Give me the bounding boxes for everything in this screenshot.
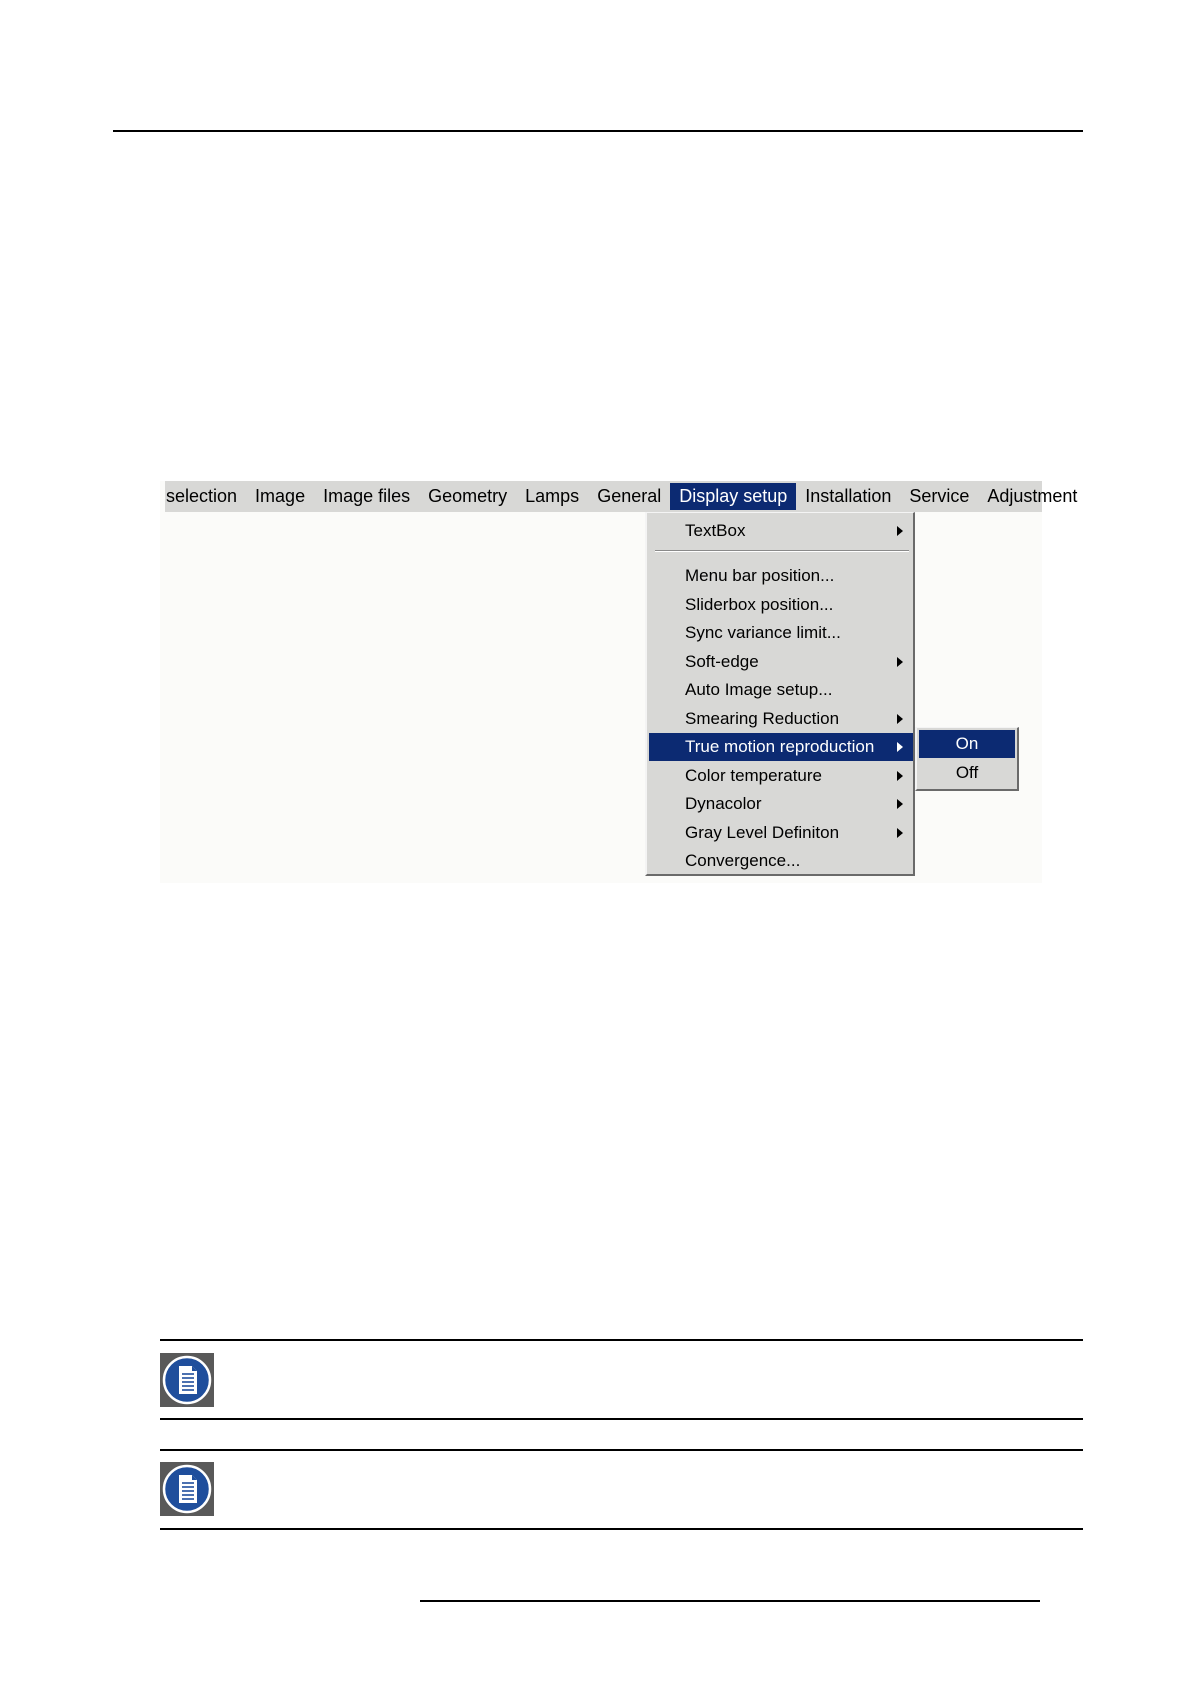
menu-adjustment[interactable]: Adjustment [987, 486, 1078, 506]
menu-item-label: Dynacolor [685, 794, 762, 813]
submenu-arrow-icon [897, 828, 903, 838]
menu-item-menu-bar-position[interactable] [649, 562, 913, 590]
menu-item-label: Menu bar position... [685, 566, 835, 585]
menu-image-files[interactable]: Image files [323, 486, 411, 506]
display-setup-dropdown [645, 512, 915, 876]
menu-screenshot [160, 481, 1078, 883]
submenu-arrow-icon [897, 526, 903, 536]
note-rule-top [160, 1449, 1083, 1451]
menu-separator [655, 550, 909, 552]
menu-item-smearing-reduction[interactable] [649, 705, 913, 733]
submenu-arrow-icon [897, 799, 903, 809]
menu-item-color-temperature[interactable] [649, 762, 913, 790]
menu-item-dynacolor[interactable] [649, 790, 913, 818]
menu-item-label: Gray Level Definiton [685, 823, 840, 842]
menu-item-label: TextBox [685, 521, 746, 540]
menu-service[interactable]: Service [909, 486, 970, 506]
menu-item-auto-image-setup[interactable] [649, 676, 913, 704]
menu-item-true-motion-reproduction[interactable] [649, 733, 913, 761]
note-document-icon [160, 1353, 214, 1407]
menu-item-soft-edge[interactable] [649, 648, 913, 676]
menu-bar [165, 481, 1078, 512]
note-rule-bottom [160, 1528, 1083, 1530]
menu-item-convergence[interactable] [649, 847, 913, 875]
true-motion-submenu [915, 727, 1019, 791]
menu-item-gray-level-definition[interactable] [649, 819, 913, 847]
menu-item-label: Smearing Reduction [685, 709, 840, 728]
submenu-item-on[interactable]: On [919, 730, 1015, 758]
menu-item-label: Sync variance limit... [685, 623, 841, 642]
menu-item-sync-variance-limit[interactable] [649, 619, 913, 647]
note-rule-top [160, 1339, 1083, 1341]
menu-installation[interactable]: Installation [805, 486, 892, 506]
menu-item-label: Sliderbox position... [685, 595, 834, 614]
submenu-arrow-icon [897, 714, 903, 724]
menu-lamps[interactable]: Lamps [525, 486, 580, 506]
note-rule-bottom [160, 1418, 1083, 1420]
menu-geometry[interactable]: Geometry [428, 486, 508, 506]
menu-item-label: Convergence... [685, 851, 801, 870]
menu-display-setup[interactable]: Display setup [670, 483, 796, 510]
menu-selection[interactable]: selection [166, 486, 238, 506]
menu-item-textbox[interactable] [649, 517, 913, 545]
menu-item-sliderbox-position[interactable] [649, 591, 913, 619]
menu-image[interactable]: Image [255, 486, 306, 506]
header-rule [113, 130, 1083, 132]
submenu-arrow-icon [897, 657, 903, 667]
menu-item-label: Soft-edge [685, 652, 759, 671]
footer-rule [420, 1600, 1040, 1602]
submenu-item-off[interactable]: Off [955, 763, 979, 782]
menu-item-label: Auto Image setup... [685, 680, 833, 699]
submenu-arrow-icon [897, 771, 903, 781]
menu-item-label: True motion reproduction [685, 737, 875, 756]
note-document-icon [160, 1462, 214, 1516]
submenu-arrow-icon [897, 742, 903, 752]
menu-item-label: Color temperature [685, 766, 823, 785]
menu-general[interactable]: General [597, 486, 662, 506]
